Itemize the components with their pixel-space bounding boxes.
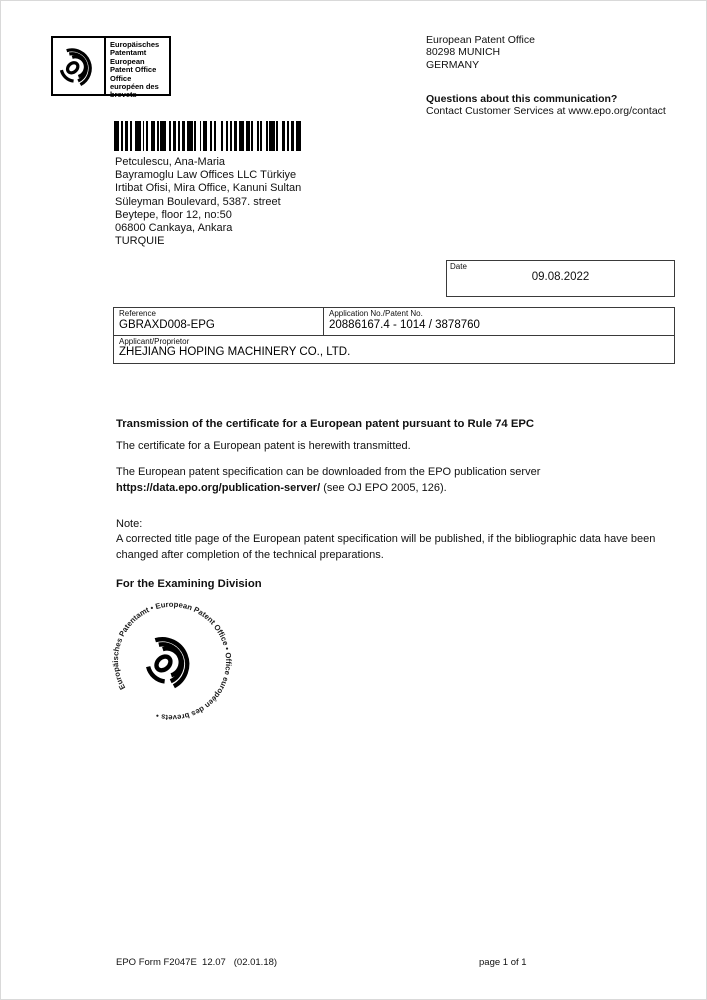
letter-title: Transmission of the certificate for a European patent pursuant to Rule 74 EPC bbox=[116, 418, 535, 430]
recipient-line: TURQUIE bbox=[115, 235, 165, 248]
recipient-line: Petculescu, Ana-Maria bbox=[115, 156, 226, 168]
questions-heading: Questions about this communication? bbox=[426, 93, 618, 105]
applicant-value: ZHEJIANG HOPING MACHINERY CO., LTD. bbox=[119, 346, 351, 359]
recipient-line: Bayramoglu Law Offices LLC Türkiye bbox=[115, 169, 297, 182]
recipient-line: Süleyman Boulevard, 5387. street bbox=[115, 195, 281, 208]
reference-table-row1 bbox=[114, 308, 674, 336]
questions-block bbox=[426, 93, 666, 118]
recipient-line: 06800 Cankaya, Ankara bbox=[115, 222, 233, 235]
date-box bbox=[446, 260, 675, 297]
oj-reference: (see OJ EPO 2005, 126). bbox=[320, 481, 447, 494]
seal-ring-text: Europäisches Patentamt • European Patent Office • Office européen des brevets • bbox=[110, 599, 234, 723]
office-address bbox=[426, 34, 535, 71]
recipient-address bbox=[115, 156, 301, 248]
form-number: EPO Form F2047E 12.07 (02.01.18) bbox=[116, 957, 278, 968]
epo-logo-box bbox=[51, 36, 171, 100]
questions-contact: Contact Customer Services at www.epo.org/contact bbox=[426, 105, 666, 118]
office-address-line: 80298 MUNICH bbox=[426, 46, 501, 59]
note-label: Note: bbox=[116, 518, 143, 530]
logo-label-fr: Office européen des brevets bbox=[110, 73, 159, 100]
office-address-line: GERMANY bbox=[426, 58, 480, 71]
reference-cell bbox=[114, 308, 324, 335]
date-label: Date bbox=[450, 262, 467, 271]
logo-label-de: Europäisches Patentamt bbox=[110, 40, 160, 58]
office-address-line: European Patent Office bbox=[426, 34, 535, 46]
examining-division-signoff: For the Examining Division bbox=[116, 578, 262, 590]
recipient-line: Irtibat Ofisi, Mira Office, Kanuni Sultan bbox=[115, 182, 302, 195]
letter-paragraph bbox=[116, 465, 696, 496]
date-value: 09.08.2022 bbox=[531, 270, 590, 283]
reference-value: GBRAXD008-EPG bbox=[119, 318, 215, 331]
application-cell bbox=[324, 308, 674, 335]
application-label: Application No./Patent No. bbox=[329, 309, 423, 318]
seal-center-logo bbox=[141, 633, 194, 692]
letter-paragraph: The certificate for a European patent is herewith transmitted. bbox=[116, 440, 411, 452]
note-text: A corrected title page of the European patent specification will be published, if the bibliographic data have been changed after completion of the technical preparations. bbox=[116, 533, 656, 561]
reference-table bbox=[113, 307, 675, 364]
barcode bbox=[114, 121, 302, 151]
application-value: 20886167.4 - 1014 / 3878760 bbox=[329, 318, 480, 331]
epo-logo-labels bbox=[106, 38, 169, 100]
logo-label-en: European Patent Office bbox=[110, 56, 157, 75]
epo-seal bbox=[107, 596, 237, 726]
page-number: page 1 of 1 bbox=[479, 957, 527, 968]
reference-label: Reference bbox=[119, 309, 156, 318]
recipient-line: Beytepe, floor 12, no:50 bbox=[115, 208, 232, 221]
download-text: The European patent specification can be downloaded from the EPO publication server bbox=[116, 466, 541, 478]
applicant-label: Applicant/Proprietor bbox=[119, 336, 190, 346]
epo-logo-icon bbox=[53, 38, 106, 94]
applicant-cell bbox=[114, 336, 674, 363]
publication-server-url: https://data.epo.org/publication-server/ bbox=[116, 481, 321, 494]
